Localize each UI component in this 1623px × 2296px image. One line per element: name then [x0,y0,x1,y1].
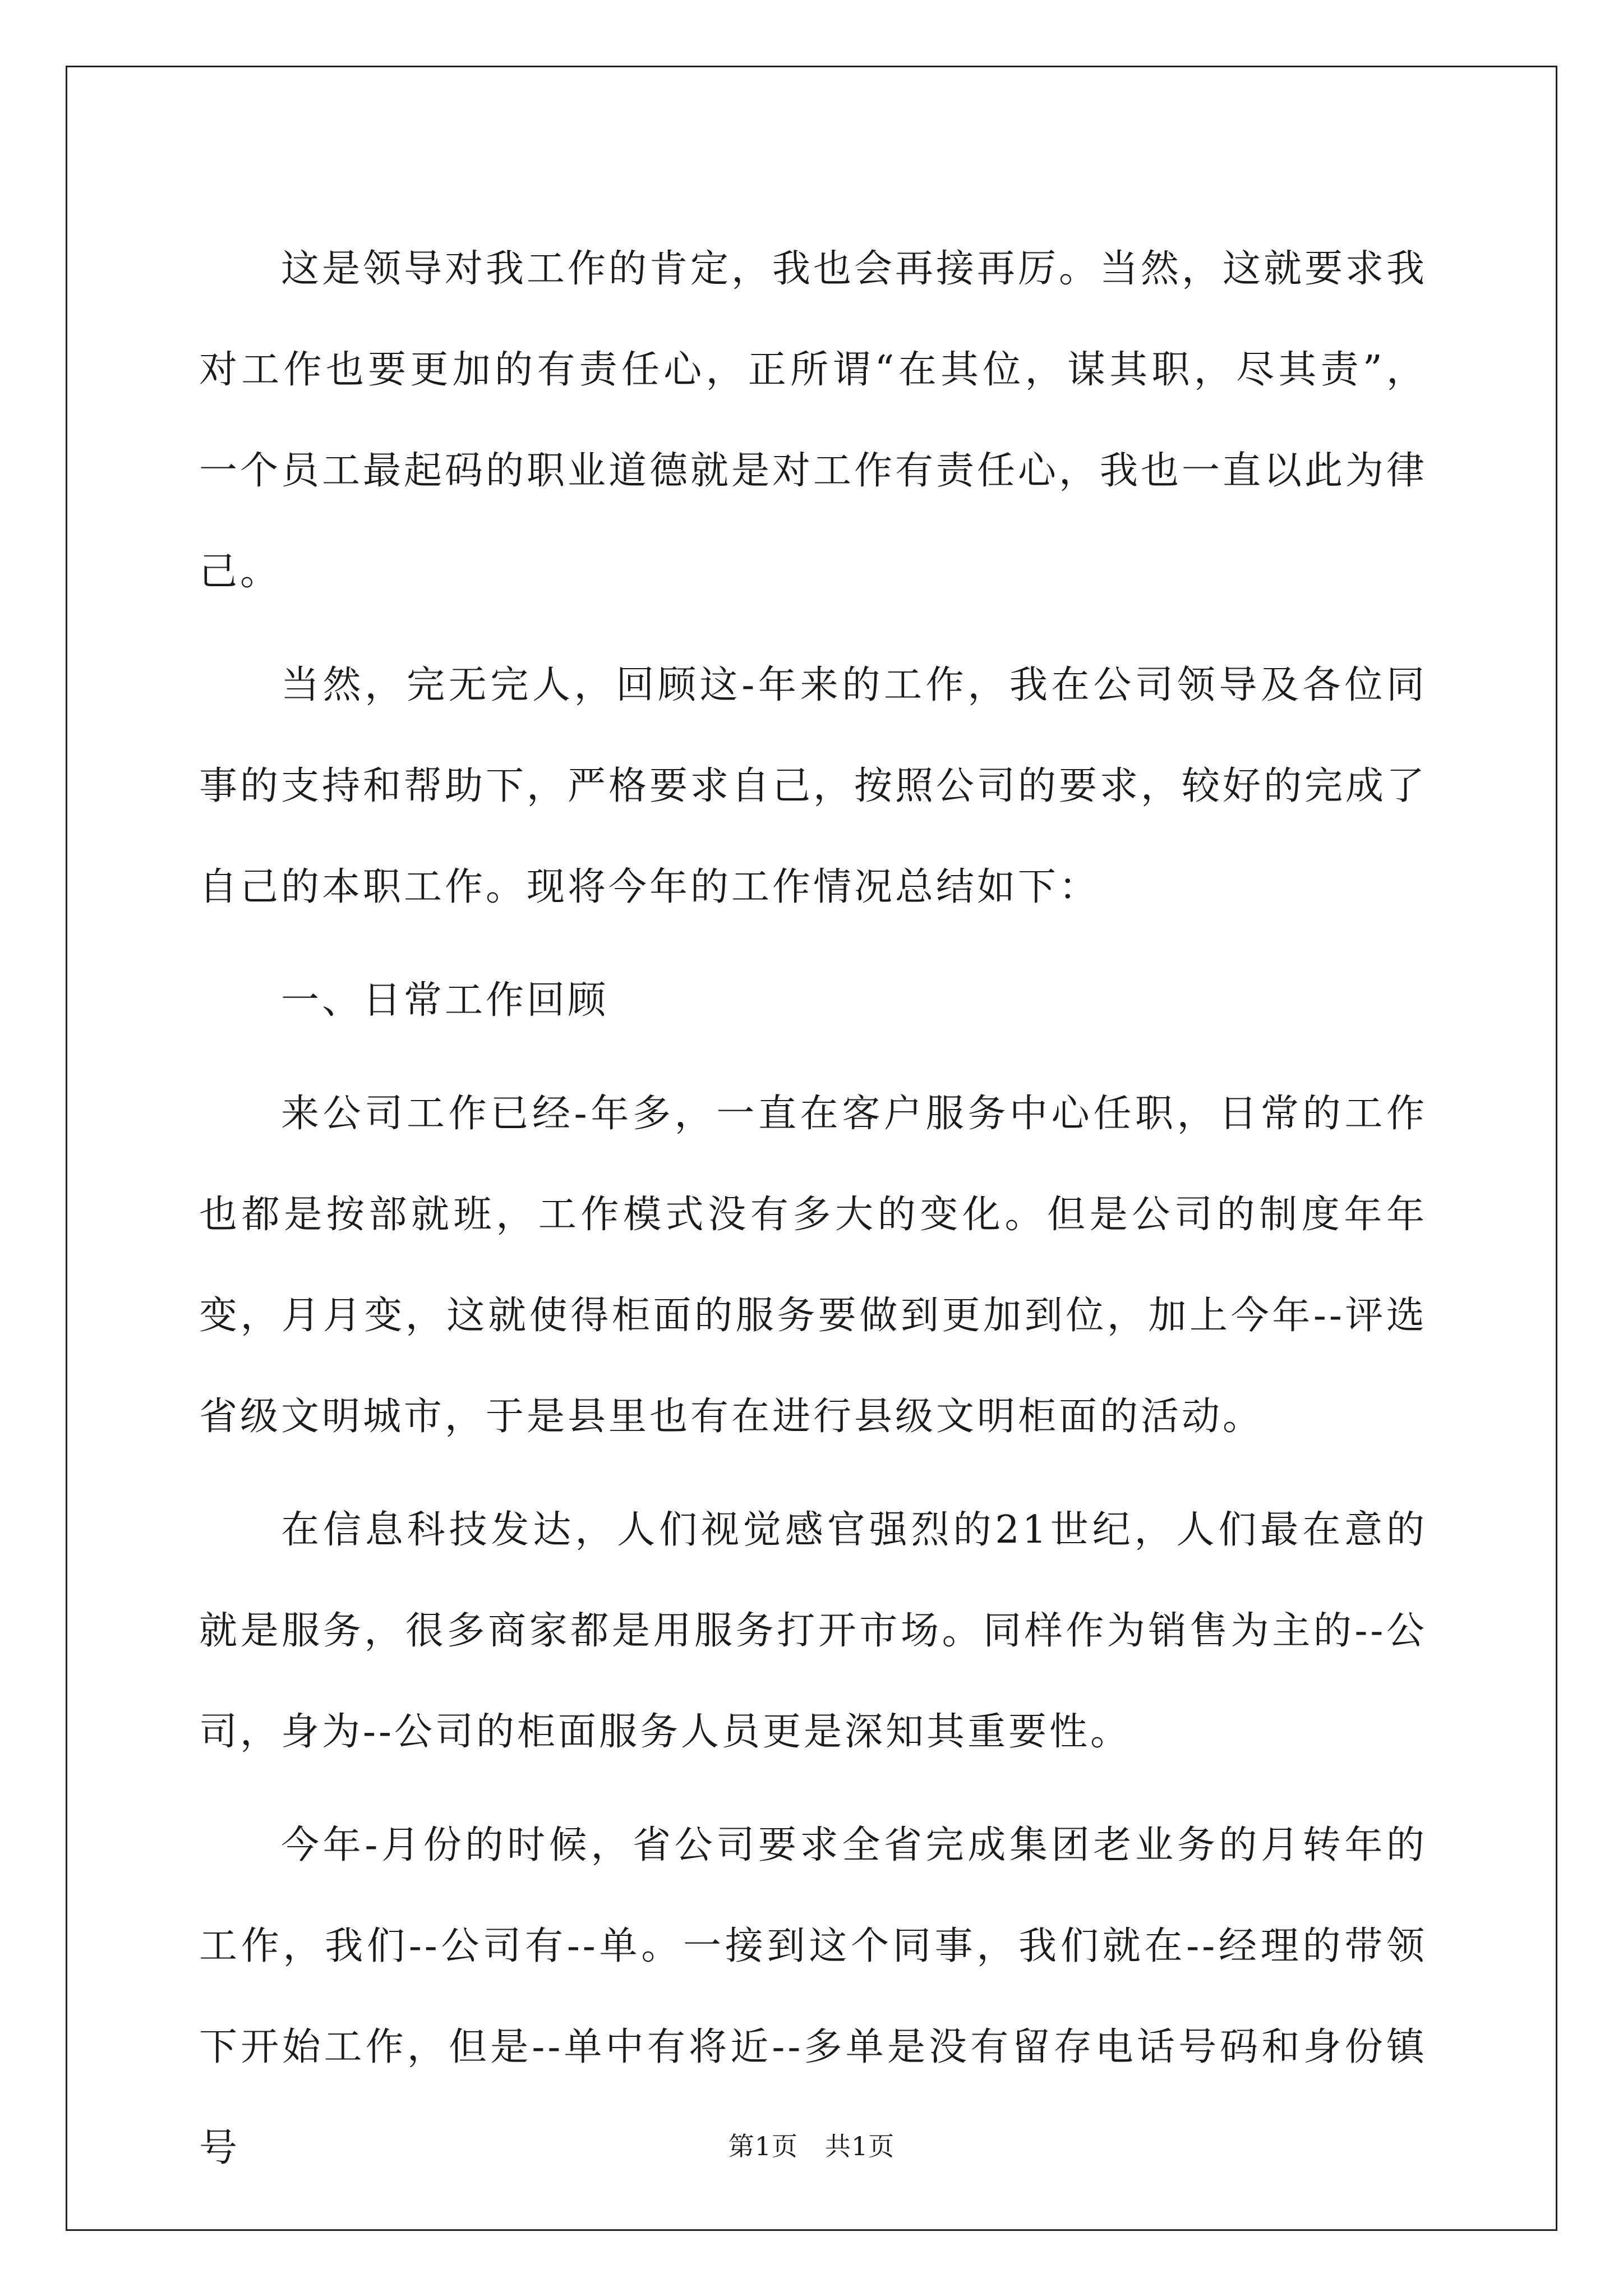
paragraph: 今年-月份的时候，省公司要求全省完成集团老业务的月转年的工作，我们--公司有--单。一接到这个同事，我们就在--经理的带领下开始工作，但是--单中有将近--多单是没有留存电话号码和身份镇号 [199,1823,1427,2170]
page-total: 共1页 [825,2131,895,2161]
section-heading: 一、日常工作回顾 [281,978,609,1023]
paragraph: 在信息科技发达，人们视觉感官强烈的21世纪，人们最在意的就是服务，很多商家都是用服务打开市场。同样作为销售为主的--公司，身为--公司的柜面服务人员更是深知其重要性。 [199,1508,1427,1754]
paragraph: 来公司工作已经-年多，一直在客户服务中心任职，日常的工作也都是按部就班，工作模式没有多大的变化。但是公司的制度年年变，月月变，这就使得柜面的服务要做到更加到位，加上今年--评选省级文明城市，于是县里也有在进行县级文明柜面的活动。 [199,1092,1427,1439]
paragraph: 这是领导对我工作的肯定，我也会再接再厉。当然，这就要求我对工作也要更加的有责任心，正所谓“在其位，谋其职，尽其责”，一个员工最起码的职业道德就是对工作有责任心，我也一直以此为律己。 [199,247,1428,594]
page-number: 第1页 [728,2131,798,2161]
paragraph: 当然，完无完人，回顾这-年来的工作，我在公司领导及各位同事的支持和帮助下，严格要求自己，按照公司的要求，较好的完成了自己的本职工作。现将今年的工作情况总结如下： [199,663,1428,909]
page-footer [0,2126,1623,2163]
document-body [199,219,1427,2211]
